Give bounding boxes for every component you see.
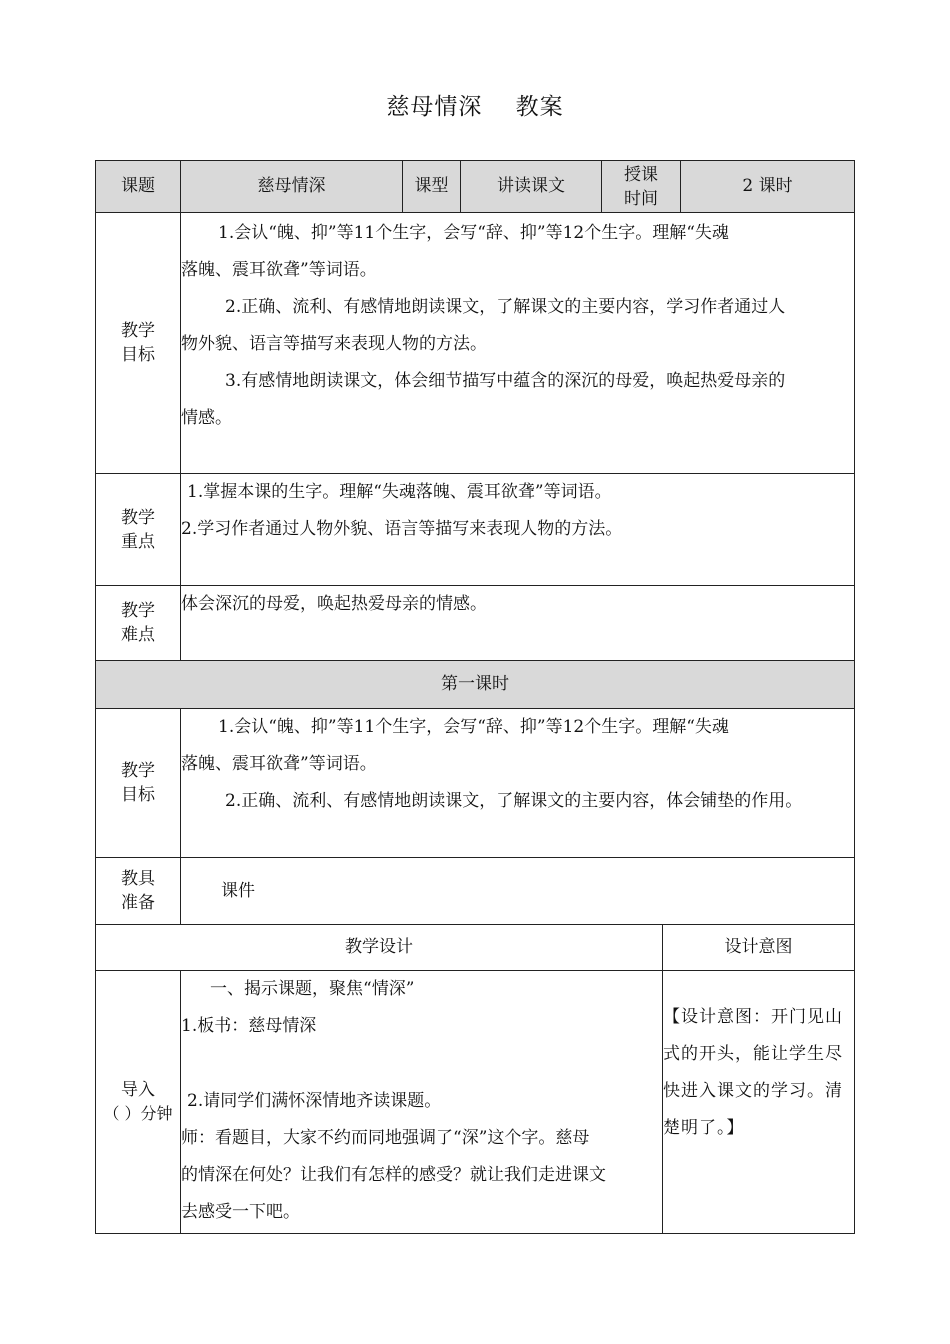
topic-value: 慈母情深	[257, 176, 326, 196]
intro-label-line1: 导入	[121, 1080, 155, 1100]
goals-line-5: 3.有感情地朗读课文，体会细节描写中蕴含的深沉的母爱，唤起热爱母亲的	[225, 371, 786, 391]
topic-label-cell	[95, 160, 181, 213]
lesson1-goals-line-2: 落魄、震耳欲聋”等词语。	[181, 754, 377, 774]
intro-line-4: 师：看题目，大家不约而同地强调了“深”这个字。慈母	[181, 1128, 590, 1148]
goals-label-cell	[95, 212, 181, 474]
goals-line-4: 物外貌、语言等描写来表现人物的方法。	[181, 334, 487, 354]
tools-content-cell	[180, 857, 855, 925]
class-time-label-line2: 时间	[624, 188, 658, 209]
topic-label: 课题	[121, 176, 155, 196]
goals-line-2: 落魄、震耳欲聋”等词语。	[181, 260, 377, 280]
intro-line-3: 2.请同学们满怀深情地齐读课题。	[187, 1091, 442, 1111]
intro-content-cell	[180, 970, 663, 1234]
lesson1-goals-line-1: 1.会认“魄、抑”等11个生字，会写“辞、抑”等12个生字。理解“失魂	[218, 717, 729, 737]
lesson1-goals-content-cell	[180, 708, 855, 858]
difficulty-content-cell	[180, 585, 855, 661]
intent-header-cell	[662, 924, 855, 971]
intro-line-2: 1.板书：慈母情深	[181, 1016, 317, 1036]
intent-text: 【设计意图：开门见山式的开头，能让学生尽快进入课文的学习。清楚明了。】	[663, 1007, 843, 1138]
key-points-content-cell	[180, 473, 855, 586]
design-header: 教学设计	[345, 937, 413, 957]
class-time-value-cell	[680, 160, 855, 213]
key-points-label-line2: 重点	[121, 531, 155, 552]
lesson1-goals-label-cell	[95, 708, 181, 858]
document-title: 慈母情深 教案	[386, 94, 564, 120]
design-header-cell	[95, 924, 663, 971]
tools-value: 课件	[221, 880, 255, 901]
intro-line-1: 一、揭示课题，聚焦“情深”	[210, 979, 415, 999]
topic-value-cell	[180, 160, 403, 213]
lesson1-goals-label-line1: 教学	[121, 761, 155, 781]
difficulty-label-cell	[95, 585, 181, 661]
class-time-label-cell	[601, 160, 681, 213]
lesson-type-label: 课型	[414, 176, 449, 196]
tools-label-line2: 准备	[121, 893, 155, 913]
difficulty-text: 体会深沉的母爱，唤起热爱母亲的情感。	[181, 594, 487, 614]
goals-label-line2: 目标	[121, 345, 155, 365]
intro-label-line2: （ ）分钟	[103, 1104, 173, 1123]
intro-line-5: 的情深在何处？让我们有怎样的感受？就让我们走进课文	[181, 1165, 606, 1185]
intro-line-6: 去感受一下吧。	[181, 1202, 300, 1222]
first-lesson-heading-cell	[95, 660, 855, 709]
intro-label-cell	[95, 970, 181, 1234]
key-points-line-2: 2.学习作者通过人物外貌、语言等描写来表现人物的方法。	[181, 519, 623, 539]
goals-line-6: 情感。	[181, 408, 232, 428]
lesson-plan-table	[95, 160, 855, 1234]
intent-content-cell	[662, 970, 855, 1234]
goals-line-1: 1.会认“魄、抑”等11个生字，会写“辞、抑”等12个生字。理解“失魂	[218, 223, 729, 243]
first-lesson-heading: 第一课时	[441, 674, 509, 694]
lesson-type-label-cell	[402, 160, 461, 213]
goals-label-line1: 教学	[121, 321, 155, 341]
lesson1-goals-label-line2: 目标	[121, 785, 155, 805]
key-points-label-cell	[95, 473, 181, 586]
key-points-line-1: 1.掌握本课的生字。理解“失魂落魄、震耳欲聋”等词语。	[187, 482, 612, 502]
intent-header: 设计意图	[724, 937, 793, 957]
goals-line-3: 2.正确、流利、有感情地朗读课文，了解课文的主要内容，学习作者通过人	[225, 297, 786, 317]
key-points-label-line1: 教学	[121, 507, 155, 528]
tools-label-cell	[95, 857, 181, 925]
class-time-value: 2 课时	[742, 176, 793, 196]
difficulty-label-line1: 教学	[121, 601, 155, 621]
class-time-label-line1: 授课	[624, 164, 658, 185]
lesson-type-value-cell	[460, 160, 602, 213]
difficulty-label-line2: 难点	[121, 625, 155, 645]
tools-label-line1: 教具	[121, 869, 155, 889]
lesson-type-value: 讲读课文	[497, 176, 565, 196]
goals-content-cell	[180, 212, 855, 474]
lesson1-goals-line-3: 2.正确、流利、有感情地朗读课文，了解课文的主要内容，体会铺垫的作用。	[225, 791, 803, 811]
